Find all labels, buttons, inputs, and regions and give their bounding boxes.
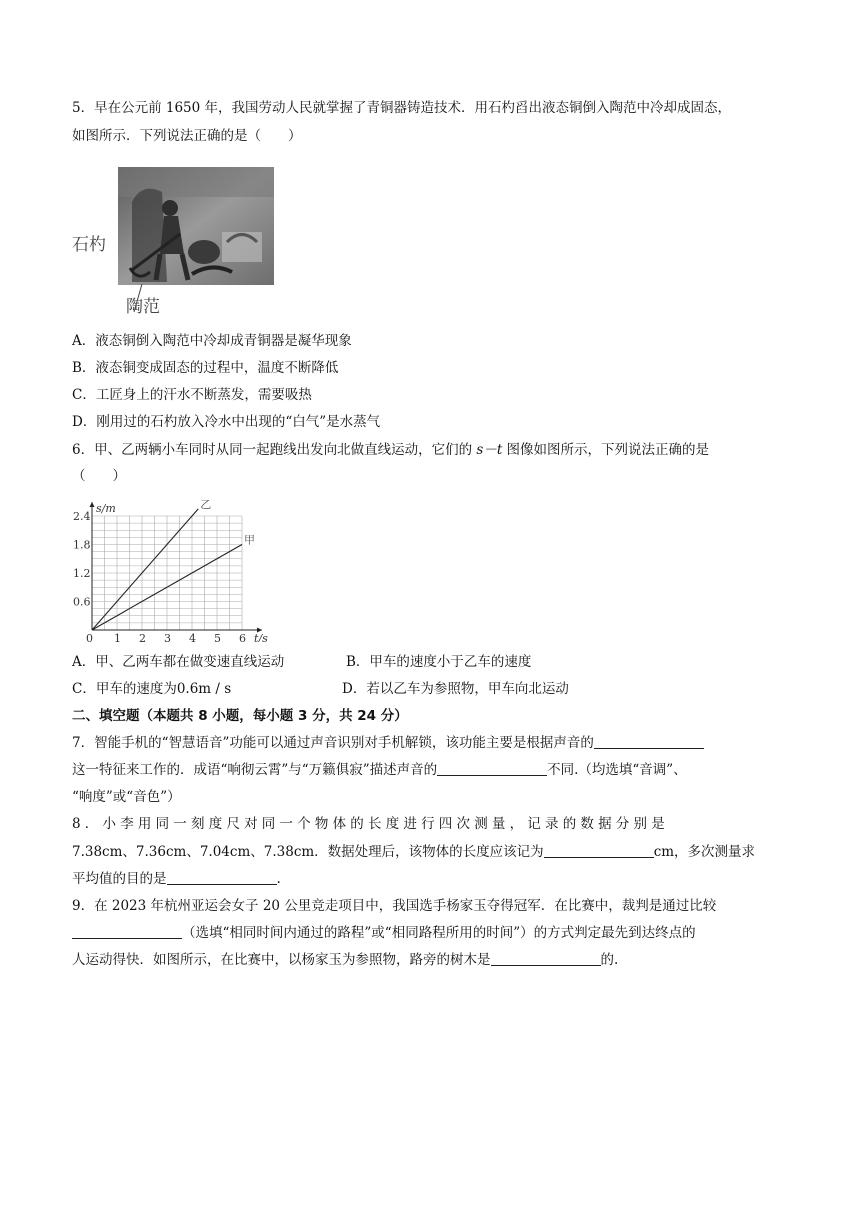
section2-title: 二、填空题（本题共 8 小题，每小题 3 分，共 24 分） bbox=[72, 708, 408, 724]
y-tick-label: 1.8 bbox=[73, 538, 91, 552]
q7-line1 bbox=[72, 733, 704, 753]
q7-blank2[interactable] bbox=[437, 761, 547, 776]
q8-line1: 8．小李用同一刻度尺对同一个物体的长度进行四次测量，记录的数据分别是 bbox=[72, 816, 669, 832]
q9-line3-text-a: 人运动得快．如图所示，在比赛中，以杨家玉为参照物，路旁的树木是 bbox=[72, 952, 491, 968]
q6-stem-part1: 6．甲、乙两辆小车同时从同一起跑线出发向北做直线运动，它们的 bbox=[72, 442, 473, 458]
x-tick-label: 0 bbox=[86, 632, 93, 642]
q6-option-d: D．若以乙车为参照物，甲车向北运动 bbox=[342, 681, 569, 697]
q9-blank1[interactable] bbox=[72, 924, 182, 939]
x-tick-label: 2 bbox=[139, 632, 146, 642]
q5-stem-line1: 5．早在公元前 1650 年，我国劳动人民就掌握了青铜器铸造技术．用石杓舀出液态铜倒入陶范中冷却成固态， bbox=[72, 100, 732, 116]
q6-stem-part2: 图像如图所示，下列说法正确的是 bbox=[506, 442, 710, 458]
series-label: 乙 bbox=[200, 500, 212, 511]
q6-st-variable: s－t bbox=[476, 442, 503, 458]
series-label: 甲 bbox=[244, 533, 255, 547]
q8-line3 bbox=[72, 869, 281, 889]
q7-line3: “响度”或“音色”） bbox=[72, 789, 181, 805]
q7-blank1[interactable] bbox=[594, 734, 704, 749]
bronze-casting-photo bbox=[72, 162, 282, 322]
q7-line1-text: 7．智能手机的“智慧语音”功能可以通过声音识别对手机解锁，该功能主要是根据声音的 bbox=[72, 735, 594, 751]
x-tick-label: 1 bbox=[114, 632, 121, 642]
q6-option-b: B．甲车的速度小于乙车的速度 bbox=[346, 654, 532, 670]
x-tick-label: 5 bbox=[214, 632, 221, 642]
mold-label: 陶范 bbox=[126, 297, 160, 317]
y-axis-label: s/m bbox=[96, 502, 116, 515]
series-line-yi bbox=[92, 509, 198, 630]
q5-option-c: C．工匠身上的汗水不断蒸发，需要吸热 bbox=[72, 387, 312, 403]
q8-line3-text-b: . bbox=[276, 871, 281, 887]
q5-option-a: A．液态铜倒入陶范中冷却成青铜器是凝华现象 bbox=[72, 333, 352, 349]
q6-option-a: A．甲、乙两车都在做变速直线运动 bbox=[72, 654, 285, 670]
q5-option-d: D．刚用过的石杓放入冷水中出现的“白气”是水蒸气 bbox=[72, 414, 381, 430]
q7-line2-text-a: 这一特征来工作的．成语“响彻云霄”与“万籁俱寂”描述声音的 bbox=[72, 762, 438, 778]
st-graph-svg bbox=[72, 500, 282, 642]
q5-stem-line2: 如图所示．下列说法正确的是（ ） bbox=[72, 128, 302, 144]
y-tick-label: 1.2 bbox=[73, 567, 91, 580]
q8-line2-text-a: 7.38cm、7.36cm、7.04cm、7.38cm．数据处理后，该物体的长度应该记为 bbox=[72, 844, 544, 860]
q9-line2-text: （选填“相同时间内通过的路程”或“相同路程所用的时间”）的方式判定最先到达终点的 bbox=[182, 925, 696, 941]
q7-line2 bbox=[72, 760, 687, 780]
q9-line1: 9．在 2023 年杭州亚运会女子 20 公里竞走项目中，我国选手杨家玉夺得冠军．在比赛中，裁判是通过比较 bbox=[72, 898, 717, 914]
ladle-label: 石杓 bbox=[72, 235, 106, 255]
q8-line3-text-a: 平均值的目的是 bbox=[72, 871, 167, 887]
q9-line3 bbox=[72, 950, 618, 970]
x-tick-label: 6 bbox=[239, 632, 246, 642]
q8-blank2[interactable] bbox=[167, 870, 277, 885]
x-tick-label: 3 bbox=[164, 632, 171, 642]
q9-line2 bbox=[72, 923, 696, 943]
q8-blank1[interactable] bbox=[544, 843, 654, 858]
q9-blank2[interactable] bbox=[491, 951, 601, 966]
q6-stem-line1 bbox=[72, 440, 709, 460]
q9-line3-text-b: 的. bbox=[600, 952, 619, 968]
q7-line2-text-b: 不同.（均选填“音调”、 bbox=[547, 762, 687, 778]
x-tick-label: 4 bbox=[189, 632, 196, 642]
q8-line2 bbox=[72, 842, 755, 862]
y-tick-label: 2.4 bbox=[73, 510, 91, 523]
q8-line2-text-b: cm，多次测量求 bbox=[653, 844, 756, 860]
q6-stem-line2: （ ） bbox=[72, 468, 126, 484]
q6-option-c: C．甲车的速度为0.6m / s bbox=[72, 681, 232, 697]
st-graph bbox=[72, 500, 282, 642]
x-axis-label: t/s bbox=[254, 632, 268, 642]
q5-option-b: B．液态铜变成固态的过程中，温度不断降低 bbox=[72, 360, 339, 376]
y-axis-arrow bbox=[90, 502, 95, 507]
y-tick-label: 0.6 bbox=[73, 595, 91, 609]
